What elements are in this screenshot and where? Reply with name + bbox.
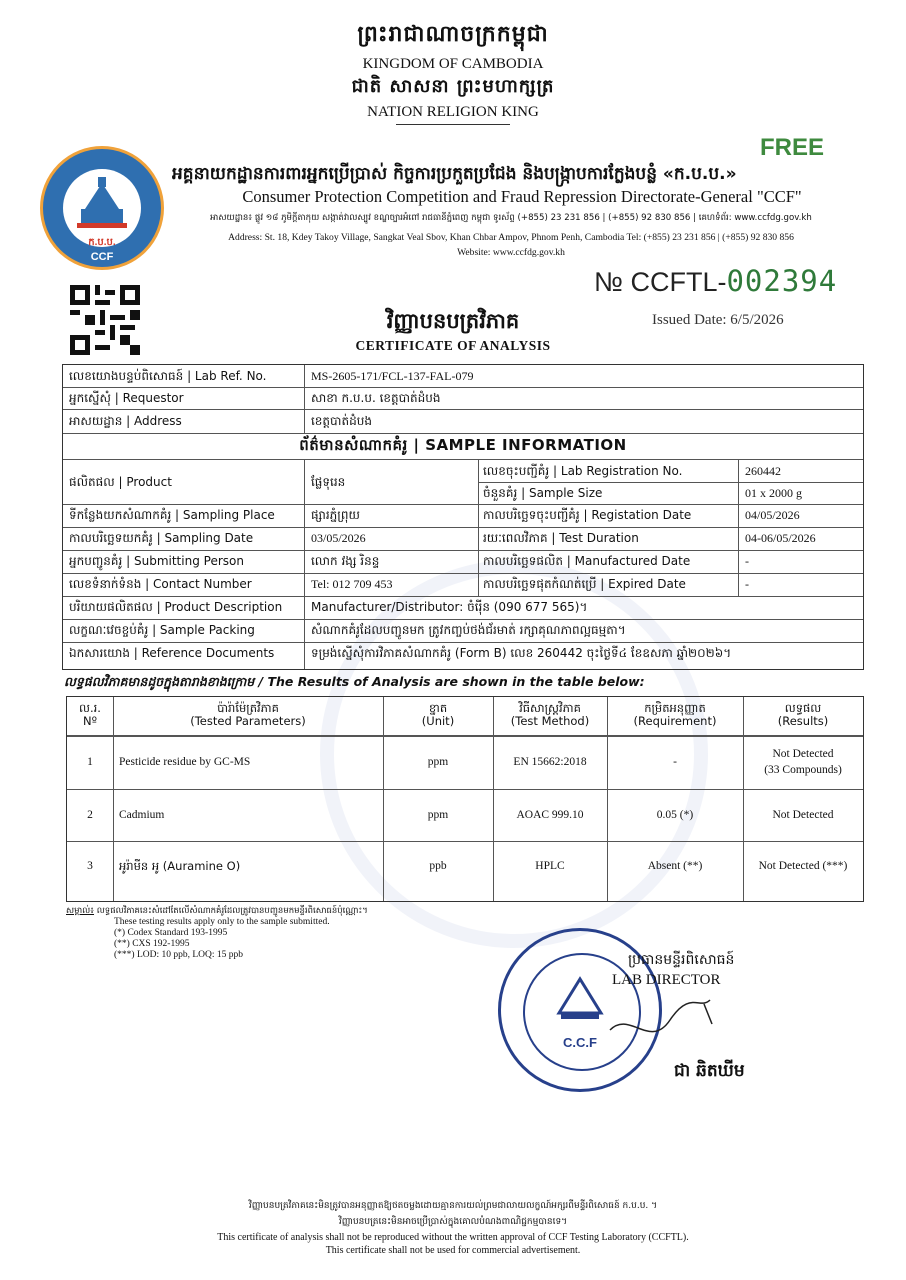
note-2: (**) CXS 192-1995	[114, 939, 190, 949]
th-no-km: ល.រ.	[79, 701, 101, 715]
kingdom-km: ព្រះរាជាណាចក្រកម្ពុជា	[357, 22, 549, 47]
free-label: FREE	[759, 134, 824, 161]
website: Website: www.ccfdg.gov.kh	[457, 247, 565, 258]
lab-director-km: ប្រធានមន្ទីរពិសោធន៍	[628, 952, 735, 968]
th-parameters	[113, 702, 383, 728]
expired-value: -	[745, 577, 749, 591]
footer-line2-km: វិញ្ញាបនបត្រនេះមិនអាចប្រើប្រាស់ក្នុងគោលបំណងពាណិជ្ជកម្មបានទេ។	[338, 1217, 568, 1227]
th-unit-km: ខ្នាត	[428, 701, 448, 715]
col-divider	[738, 459, 739, 596]
certificate-number	[594, 264, 837, 298]
expired-label: កាលបរិច្ឆេទផុតកំណត់ប្រើ | Expired Date	[483, 577, 686, 591]
th-results-en: (Results)	[777, 714, 829, 728]
note-3: (***) LOD: 10 ppb, LOQ: 15 ppb	[114, 950, 244, 960]
row3-unit: ppb	[429, 860, 447, 872]
th-parameters-en: (Tested Parameters)	[190, 714, 306, 728]
notes-line-km: លទ្ធផលវិភាគនេះសំដៅតែលើសំណាកគំរូដែលត្រូវបានបញ្ជូនមកមន្ទីរពិសោធន៍ប៉ុណ្ណោះ។	[96, 906, 368, 916]
org-name-km: អគ្គនាយកដ្ឋានការពារអ្នកប្រើប្រាស់ កិច្ចការប្រកួតប្រជែង និងបង្រ្កាបការក្លែងបន្លំ «ក.ប.ប.»	[172, 164, 737, 184]
row2-no: 2	[87, 809, 93, 821]
manufactured-value: -	[745, 554, 749, 568]
packing-label: លក្ខណៈវេចខ្ចប់គំរូ | Sample Packing	[69, 623, 255, 637]
org-name-en: Consumer Protection Competition and Fraud Repression Directorate-General "CCF"	[242, 187, 802, 206]
row2-req: 0.05 (*)	[656, 809, 694, 821]
row2-unit: ppm	[427, 809, 449, 821]
sample-info-title: ព័ត៌មានសំណាកគំរូ | SAMPLE INFORMATION	[299, 436, 627, 454]
submitting-label: អ្នកបញ្ជូនគំរូ | Submitting Person	[69, 554, 244, 568]
motto-km: ជាតិ សាសនា ព្រះមហាក្សត្រ	[351, 76, 555, 97]
product-value: ផ្លែទុរេន	[311, 475, 346, 489]
footer-line1-en: This certificate of analysis shall not be reproduced without the written approval of CCF Testing Laboratory (CCFTL).	[217, 1232, 689, 1243]
lab-ref-value: MS-2605-171/FCL-137-FAL-079	[311, 369, 474, 383]
row1-method: EN 15662:2018	[513, 756, 587, 768]
logo-top-text: ក.ប.ប.	[88, 237, 116, 248]
certificate-number-prefix: № CCFTL-	[594, 267, 727, 297]
th-method-km: វិធីសាស្ត្រវិភាគ	[519, 701, 581, 715]
product-label: ផលិតផល | Product	[69, 475, 172, 489]
sampling-date-value: 03/05/2026	[311, 531, 366, 545]
issued-date: Issued Date: 6/5/2026	[652, 312, 784, 328]
sample-size-value: 01 x 2000 g	[745, 486, 802, 500]
notes	[66, 906, 368, 961]
manufactured-label: កាលបរិច្ឆេទផលិត | Manufactured Date	[483, 554, 691, 568]
row-divider	[63, 459, 863, 460]
lab-director-title: LAB DIRECTOR	[612, 972, 721, 988]
reference-value: ទម្រង់ស្នើសុំការវិភាគសំណាកគំរូ (Form B) លេខ 260442 ចុះថ្ងៃទី៤ ខែឧសភា ឆ្នាំ២០២៦។	[311, 646, 732, 660]
th-requirement-km: កម្រិតអនុញ្ញាត	[644, 701, 706, 715]
contact-label: លេខទំនាក់ទំនង | Contact Number	[69, 577, 252, 591]
th-results	[743, 702, 863, 728]
row3-result: Not Detected (***)	[758, 860, 848, 872]
col-divider	[304, 459, 305, 669]
th-unit-en: (Unit)	[421, 714, 455, 728]
requestor-value: សាខា ក.ប.ប. ខេត្តបាត់ដំបង	[311, 391, 441, 405]
row1-param: Pesticide residue by GC-MS	[119, 756, 251, 768]
lab-reg-label: លេខចុះបញ្ជីគំរូ | Lab Registration No.	[483, 464, 683, 478]
th-method	[493, 702, 607, 728]
footer-line1-km: វិញ្ញាបនបត្រវិភាគនេះមិនត្រូវបានអនុញ្ញាតឱ្យថតចម្លងដោយគ្មានការយល់ព្រមជាលាយលក្ខណ៍អក្សរពីមន្ទីរពិសោធន៍ ក.ប.ប. ។	[248, 1201, 658, 1211]
test-duration-value: 04-06/05/2026	[745, 531, 816, 545]
description-label: បរិយាយផលិតផល | Product Description	[69, 600, 283, 614]
reg-date-value: 04/05/2026	[745, 508, 800, 522]
row1-no: 1	[87, 756, 93, 768]
certificate-title-en: CERTIFICATE OF ANALYSIS	[355, 338, 551, 353]
notes-label: សម្គាល់៖	[66, 906, 95, 916]
lab-ref-label: លេខយោងបន្ទប់ពិសោធន៍ | Lab Ref. No.	[69, 369, 267, 383]
certificate-title-km: វិញ្ញាបនបត្រវិភាគ	[386, 309, 520, 333]
test-duration-label: រយៈពេលវិភាគ | Test Duration	[483, 531, 639, 545]
row2-param: Cadmium	[119, 809, 165, 821]
ccf-logo	[40, 146, 164, 270]
th-unit	[383, 702, 493, 728]
col-divider	[304, 365, 305, 433]
row3-req: Absent (**)	[647, 860, 703, 872]
info-table	[62, 364, 864, 670]
lab-reg-value: 260442	[745, 464, 781, 478]
row1-result-detail: (33 Compounds)	[764, 764, 842, 776]
contact-value: Tel: 012 709 453	[311, 577, 393, 591]
logo-bottom-text: CCF	[90, 251, 114, 263]
reference-label: ឯកសារយោង | Reference Documents	[69, 646, 275, 660]
packing-value: សំណាកគំរូដែលបញ្ជូនមក ត្រូវកញ្ចប់ថង់ជ័រមាត់ រក្សាគុណភាពល្អធម្មតា។	[311, 623, 626, 637]
certificate-number-value: 002394	[726, 264, 838, 298]
note-1: (*) Codex Standard 193-1995	[114, 928, 228, 938]
th-requirement	[607, 702, 743, 728]
th-requirement-en: (Requirement)	[633, 714, 717, 728]
submitting-value: លោក វង្ស រិនន្ទ	[311, 554, 380, 568]
description-value: Manufacturer/Distributor: ចំរ៉ើន (090 677 565)។	[311, 600, 588, 614]
th-results-km: លទ្ធផល	[784, 701, 822, 715]
th-no	[67, 702, 113, 728]
reg-date-label: កាលបរិច្ឆេទចុះបញ្ជីគំរូ | Registation Date	[483, 508, 692, 522]
row3-param: អូរ៉ាមីន អូ (Auramine O)	[119, 859, 241, 873]
th-no-en: Nº	[82, 714, 98, 728]
row3-no: 3	[87, 860, 93, 872]
row1-req: -	[673, 756, 677, 768]
results-table	[66, 696, 864, 902]
row3-method: HPLC	[535, 860, 565, 872]
address-en: Address: St. 18, Kdey Takoy Village, Sangkat Veal Sbov, Khan Chbar Ampov, Phnom Penh, Cambodia Tel: (+855) 23 231 856 | (+855) 92 830 856	[228, 232, 794, 243]
motto-en: NATION RELIGION KING	[367, 104, 539, 120]
th-method-en: (Test Method)	[510, 714, 590, 728]
director-name: ជា ឆិតឃីម	[674, 1061, 745, 1081]
header-divider	[396, 124, 510, 125]
requestor-label: អ្នកស្នើសុំ | Requestor	[69, 391, 184, 405]
sampling-date-label: កាលបរិច្ឆេទយកគំរូ | Sampling Date	[69, 531, 254, 545]
signature-mark	[600, 990, 720, 1060]
col-divider	[478, 459, 479, 596]
results-intro: លទ្ធផលវិភាគមានដូចក្នុងតារាងខាងក្រោម / The Results of Analysis are shown in the table below:	[64, 674, 645, 689]
footer-line2-en: This certificate shall not be used for commercial advertisement.	[325, 1245, 581, 1256]
address-km: អាសយដ្ឋាន៖ ផ្លូវ ១៨ ភូមិក្តីតាកុយ សង្កាត់វាលស្បូវ ខណ្ឌច្បារអំពៅ រាជធានីភ្នំពេញ កម្ពុជា ទូរស័ព្ទ (+855) 23 231 856 | (+855) 92 830 856 | គេហទំព័រ: www.ccfdg.gov.kh	[210, 213, 812, 223]
row2-method: AOAC 999.10	[516, 809, 584, 821]
address-value: ខេត្តបាត់ដំបង	[311, 414, 372, 428]
row-divider	[63, 433, 863, 434]
stamp-text: C.C.F	[563, 1035, 597, 1050]
row1-unit: ppm	[427, 756, 449, 768]
row1-result: Not Detected	[772, 748, 834, 760]
row2-result: Not Detected	[772, 809, 834, 821]
th-parameters-km: ប៉ារ៉ាម៉ែត្រវិភាគ	[217, 701, 279, 715]
kingdom-en: KINGDOM OF CAMBODIA	[362, 56, 544, 72]
notes-line-en: These testing results apply only to the sample submitted.	[114, 917, 330, 927]
sampling-place-value: ផ្សារភ្នំព្រុយ	[311, 508, 360, 522]
address-label: អាសយដ្ឋាន | Address	[69, 414, 182, 428]
sampling-place-label: ទីកន្លែងយកសំណាកគំរូ | Sampling Place	[69, 508, 275, 522]
sample-size-label: ចំនួនគំរូ | Sample Size	[483, 486, 603, 500]
